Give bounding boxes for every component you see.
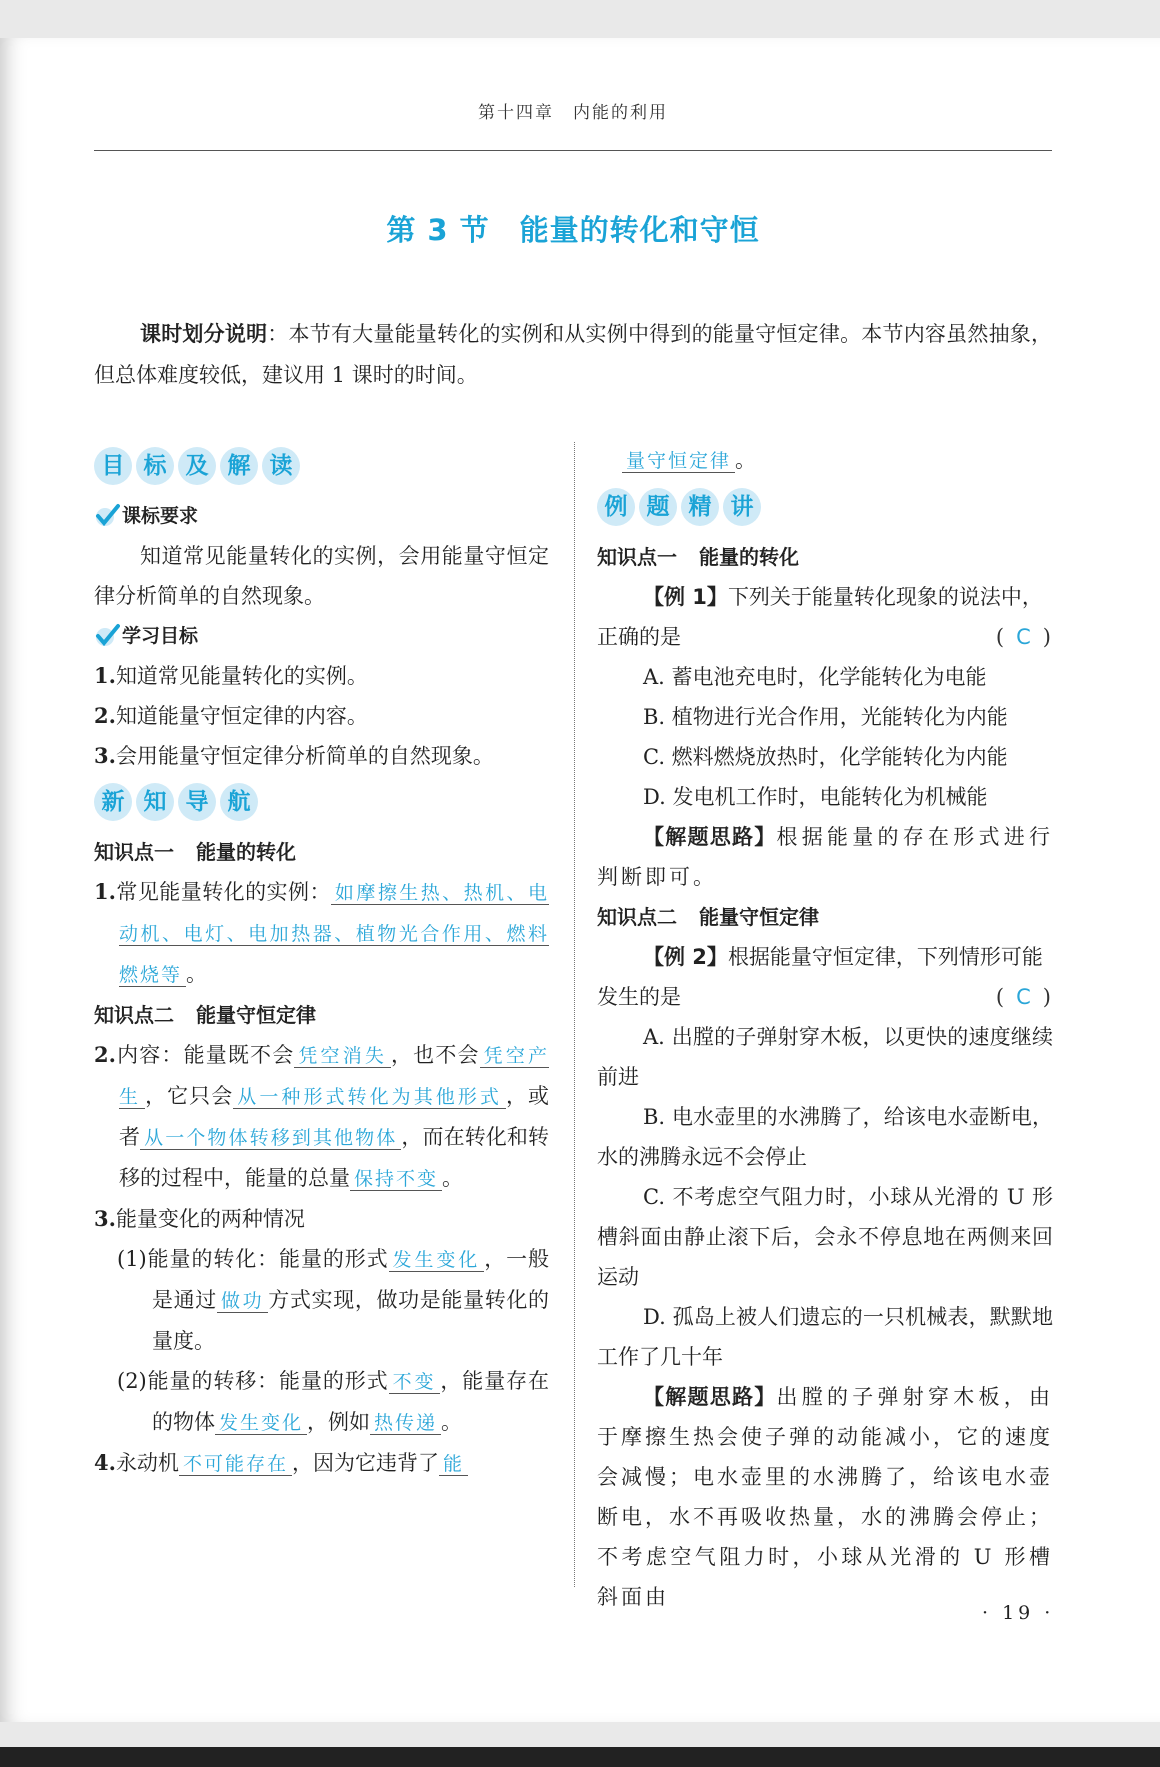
answer-blank: 量守恒定律 [622,450,735,473]
guide-item-2: 2.内容：能量既不会 凭空消失 ，也不会 凭空产生 ，它只会 从一种形式转化为其他形式 ，或者 从一个物体转移到其他物体 ，而在转化和转移的过程中，能量的总量 保持不变 。 [94,1042,550,1190]
banner-examples [597,481,1053,533]
answer-blank: 凭空产生 [119,1045,549,1108]
goal-item: 2.知道能量守恒定律的内容。 [94,703,368,728]
answer-choice: ( C ) [995,625,1053,649]
banner-guide [94,776,549,828]
example-2-stem-line2: 发生的是 ( C ) [597,977,1053,1017]
page-number: · 19 · [982,1602,1055,1624]
example-2-stem: 【例 2】根据能量守恒定律，下列情形可能 [643,945,1043,969]
answer-blank: 能 [439,1453,468,1476]
banner-char: 新 [94,783,132,821]
left-column [94,440,549,1484]
kebiao-text: 知道常见能量转化的实例，会用能量守恒定律分析简单的自然现象。 [94,544,549,608]
option: A. 蓄电池充电时，化学能转化为电能 [643,665,987,689]
intro-paragraph [94,314,1052,396]
guide-item-3-sub-2: (2)能量的转移：能量的形式 不变 ，能量存在的物体 发生变化 ，例如 热传递 。 [117,1369,549,1434]
banner-char: 题 [639,488,677,526]
banner-char: 例 [597,488,635,526]
answer-blank: 从一种形式转化为其他形式 [233,1086,506,1109]
banner-char: 讲 [723,488,761,526]
banner-char: 标 [136,447,174,485]
header-rule [94,150,1052,151]
knowledge-point-heading: 知识点一 能量的转化 [597,545,799,569]
xuexi-heading-label: 学习目标 [122,625,199,647]
answer-blank: 不可能存在 [179,1453,292,1476]
option: D. 发电机工作时，电能转化为机械能 [643,785,988,809]
banner-char: 精 [681,488,719,526]
example-1-stem-line2: 正确的是 ( C ) [597,617,1053,657]
banner-char: 及 [178,447,216,485]
goal-item: 1.知道常见能量转化的实例。 [94,663,368,688]
checkmark-icon [94,623,120,649]
example-1-stem: 【例 1】下列关于能量转化现象的说法中， [643,585,1043,609]
option: C. 不考虑空气阻力时，小球从光滑的 U 形槽斜面由静止滚下后，会永不停息地在两侧来回运动 [597,1185,1053,1289]
guide-item-3-sub-1: (1)能量的转化：能量的形式 发生变化 ，一般是通过 做功 方式实现，做功是能量转化的量度。 [117,1247,550,1353]
banner-char: 解 [220,447,258,485]
bottom-bar [0,1747,1160,1767]
answer-blank: 从一个物体转移到其他物体 [140,1127,401,1150]
banner-char: 航 [220,783,258,821]
answer-blank: 发生变化 [215,1412,307,1435]
answer-choice: ( C ) [995,985,1053,1009]
kebiao-heading-label: 课标要求 [122,505,199,527]
banner-goals [94,440,549,492]
checkmark-icon [94,503,120,529]
knowledge-point-heading: 知识点二 能量守恒定律 [94,1003,316,1027]
answer-blank: 热传递 [370,1412,441,1435]
section-title: 第 3 节 能量的转化和守恒 [386,213,760,247]
continued-answer: 量守恒定律 。 [597,440,1053,481]
guide-item-1: 1.常见能量转化的实例： 如摩擦生热、热机、电动机、电灯、电加热器、植物光合作用、燃料燃烧等 。 [94,879,549,986]
answer-blank: 如摩擦生热、热机、电动机、电灯、电加热器、植物光合作用、燃料燃烧等 [119,882,549,986]
banner-char: 读 [262,447,300,485]
answer-blank: 保持不变 [350,1168,442,1191]
option: B. 电水壶里的水沸腾了，给该电水壶断电，水的沸腾永远不会停止 [597,1105,1053,1169]
knowledge-point-heading: 知识点一 能量的转化 [94,840,296,864]
column-divider [574,442,575,1587]
example-2-hint: 【解题思路】出膛的子弹射穿木板，由于摩擦生热会使子弹的动能减小，它的速度会减慢；电水壶里的水沸腾了，给该电水壶断电，水不再吸收热量，水的沸腾会停止；不考虑空气阻力时，小球从光滑的 U 形槽斜面由 [597,1385,1053,1609]
answer-blank: 发生变化 [389,1249,485,1272]
answer-blank: 不变 [389,1371,441,1394]
xuexi-heading [94,616,549,656]
banner-char: 目 [94,447,132,485]
banner-char: 导 [178,783,216,821]
option: D. 孤岛上被人们遗忘的一只机械表，默默地工作了几十年 [597,1305,1053,1369]
right-column [597,440,1053,1617]
intro-text: ：本节有大量能量转化的实例和从实例中得到的能量守恒定律。本节内容虽然抽象，但总体难度较低，建议用 1 课时的时间。 [94,322,1053,387]
option: B. 植物进行光合作用，光能转化为内能 [643,705,1008,729]
intro-lead: 课时划分说明 [140,322,268,346]
guide-item-3: 3.能量变化的两种情况 [94,1206,305,1231]
example-1-hint: 【解题思路】根据能量的存在形式进行判断即可。 [597,825,1053,889]
banner-char: 知 [136,783,174,821]
answer-blank: 凭空消失 [294,1045,391,1068]
option: A. 出膛的子弹射穿木板，以更快的速度继续前进 [597,1025,1053,1089]
goal-item: 3.会用能量守恒定律分析简单的自然现象。 [94,743,494,768]
guide-item-4: 4.永动机 不可能存在 ，因为它违背了 能 [94,1443,549,1484]
option: C. 燃料燃烧放热时，化学能转化为内能 [643,745,1008,769]
kebiao-heading [94,496,549,536]
running-head: 第十四章 内能的利用 [478,103,668,123]
knowledge-point-heading: 知识点二 能量守恒定律 [597,905,819,929]
answer-blank: 做功 [217,1290,268,1313]
